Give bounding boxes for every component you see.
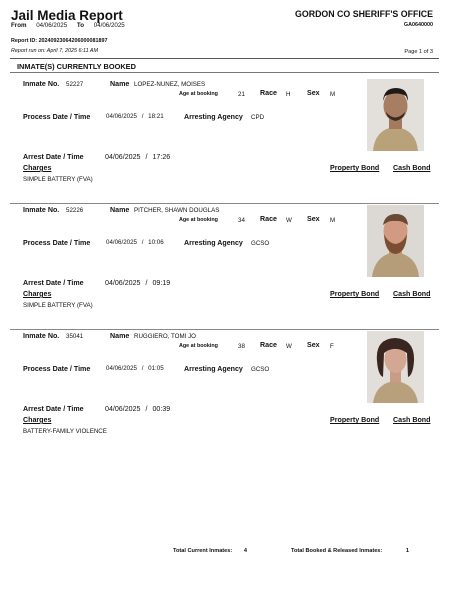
age-value: 21 (238, 91, 245, 98)
process-date: 04/06/2025 (106, 239, 137, 246)
cash-bond-label: Cash Bond (393, 416, 431, 424)
charge-value: SIMPLE BATTERY (FVA) (23, 176, 93, 183)
mugshot-image (367, 331, 424, 403)
name-label: Name (110, 80, 130, 88)
charges-label: Charges (23, 290, 52, 298)
process-dt-label: Process Date / Time (23, 113, 91, 121)
agency-label: Arresting Agency (184, 113, 243, 121)
race-value: W (286, 343, 292, 350)
record-divider (10, 329, 439, 330)
date-range (11, 22, 125, 29)
total-current-value: 4 (243, 548, 247, 554)
dt-separator: / (145, 153, 148, 161)
name-value: RUGGIERO, TOMI JO (134, 333, 196, 340)
total-booked-label: Total Booked & Released Inmates: (291, 548, 383, 554)
sex-label: Sex (307, 341, 320, 349)
dt-separator: / (145, 279, 148, 287)
mugshot-photo (367, 79, 424, 151)
inmate-no-label: Inmate No. (23, 206, 60, 214)
dt-separator: / (141, 365, 144, 372)
mugshot-image (367, 205, 424, 277)
agency-label: Arresting Agency (184, 239, 243, 247)
process-time: 01:05 (148, 365, 164, 372)
process-dt-value (106, 365, 164, 372)
total-current-inmates (173, 548, 247, 554)
charges-label: Charges (23, 164, 52, 172)
arrest-time: 09:19 (152, 279, 171, 287)
report-id (11, 38, 108, 44)
arrest-dt-value (105, 153, 170, 161)
mugshot-image (367, 79, 424, 151)
name-label: Name (110, 332, 130, 340)
mugshot-photo (367, 205, 424, 277)
total-current-label: Total Current Inmates: (173, 548, 233, 554)
agency-label: Arresting Agency (184, 365, 243, 373)
agency-value: GCSO (251, 366, 270, 373)
process-dt-value (106, 239, 164, 246)
process-date: 04/06/2025 (106, 365, 137, 372)
sex-value: M (330, 91, 336, 98)
inmate-no-label: Inmate No. (23, 80, 60, 88)
total-booked-released (291, 548, 409, 554)
age-label: Age at booking (179, 217, 218, 223)
run-on-label: Report run on: (11, 48, 46, 54)
process-dt-label: Process Date / Time (23, 365, 91, 373)
property-bond-label: Property Bond (330, 290, 380, 298)
mugshot-photo (367, 331, 424, 403)
to-date: 04/06/2025 (93, 22, 125, 29)
from-date: 04/06/2025 (36, 22, 68, 29)
report-id-value: 20240923064206000081897 (38, 38, 108, 44)
name-value: PITCHER, SHAWN DOUGLAS (134, 207, 220, 214)
age-value: 38 (238, 343, 245, 350)
arrest-dt-value (105, 405, 170, 413)
page-number: Page 1 of 3 (404, 49, 433, 55)
dt-separator: / (141, 113, 144, 120)
record-divider (10, 203, 439, 204)
sex-value: F (330, 343, 334, 350)
arrest-date: 04/06/2025 (105, 279, 141, 287)
total-booked-value: 1 (405, 548, 409, 554)
arrest-dt-label: Arrest Date / Time (23, 153, 84, 161)
inmate-no-value: 35041 (66, 333, 84, 340)
process-time: 10:06 (148, 239, 164, 246)
process-dt-value (106, 113, 164, 120)
from-label: From (11, 22, 27, 29)
age-value: 34 (238, 217, 245, 224)
inmate-no-label: Inmate No. (23, 332, 60, 340)
race-value: H (286, 91, 291, 98)
property-bond-label: Property Bond (330, 164, 380, 172)
race-label: Race (260, 89, 277, 97)
sex-value: M (330, 217, 336, 224)
cash-bond-label: Cash Bond (393, 164, 431, 172)
cash-bond-label: Cash Bond (393, 290, 431, 298)
race-value: W (286, 217, 292, 224)
run-on-value: April 7, 2025 6:11 AM (46, 48, 99, 54)
inmate-no-value: 52227 (66, 81, 84, 88)
age-label: Age at booking (179, 343, 218, 349)
arrest-date: 04/06/2025 (105, 153, 141, 161)
arrest-dt-label: Arrest Date / Time (23, 279, 84, 287)
section-title: INMATE(S) CURRENTLY BOOKED (17, 62, 136, 71)
race-label: Race (260, 215, 277, 223)
arrest-dt-value (105, 279, 170, 287)
arrest-time: 00:39 (152, 405, 171, 413)
property-bond-label: Property Bond (330, 416, 380, 424)
agency-value: GCSO (251, 240, 270, 247)
agency-code: GA0640000 (403, 22, 433, 28)
name-value: LOPEZ-NUNEZ, MOISES (134, 81, 206, 88)
process-date: 04/06/2025 (106, 113, 137, 120)
arrest-dt-label: Arrest Date / Time (23, 405, 84, 413)
arrest-date: 04/06/2025 (105, 405, 141, 413)
name-label: Name (110, 206, 130, 214)
header-divider (10, 58, 439, 59)
charge-value: BATTERY-FAMILY VIOLENCE (23, 428, 107, 435)
charges-label: Charges (23, 416, 52, 424)
arrest-time: 17:26 (152, 153, 171, 161)
report-id-label: Report ID: (11, 38, 38, 44)
process-dt-label: Process Date / Time (23, 239, 91, 247)
agency-value: CPD (251, 114, 265, 121)
dt-separator: / (145, 405, 148, 413)
section-divider (10, 72, 439, 73)
report-run-on (11, 48, 98, 54)
sex-label: Sex (307, 215, 320, 223)
to-label: To (76, 22, 85, 29)
inmate-no-value: 52226 (66, 207, 84, 214)
dt-separator: / (141, 239, 144, 246)
report-title: Jail Media Report (11, 8, 123, 23)
age-label: Age at booking (179, 91, 218, 97)
race-label: Race (260, 341, 277, 349)
agency-name: GORDON CO SHERIFF'S OFFICE (295, 9, 433, 19)
sex-label: Sex (307, 89, 320, 97)
charge-value: SIMPLE BATTERY (FVA) (23, 302, 93, 309)
process-time: 18:21 (148, 113, 164, 120)
